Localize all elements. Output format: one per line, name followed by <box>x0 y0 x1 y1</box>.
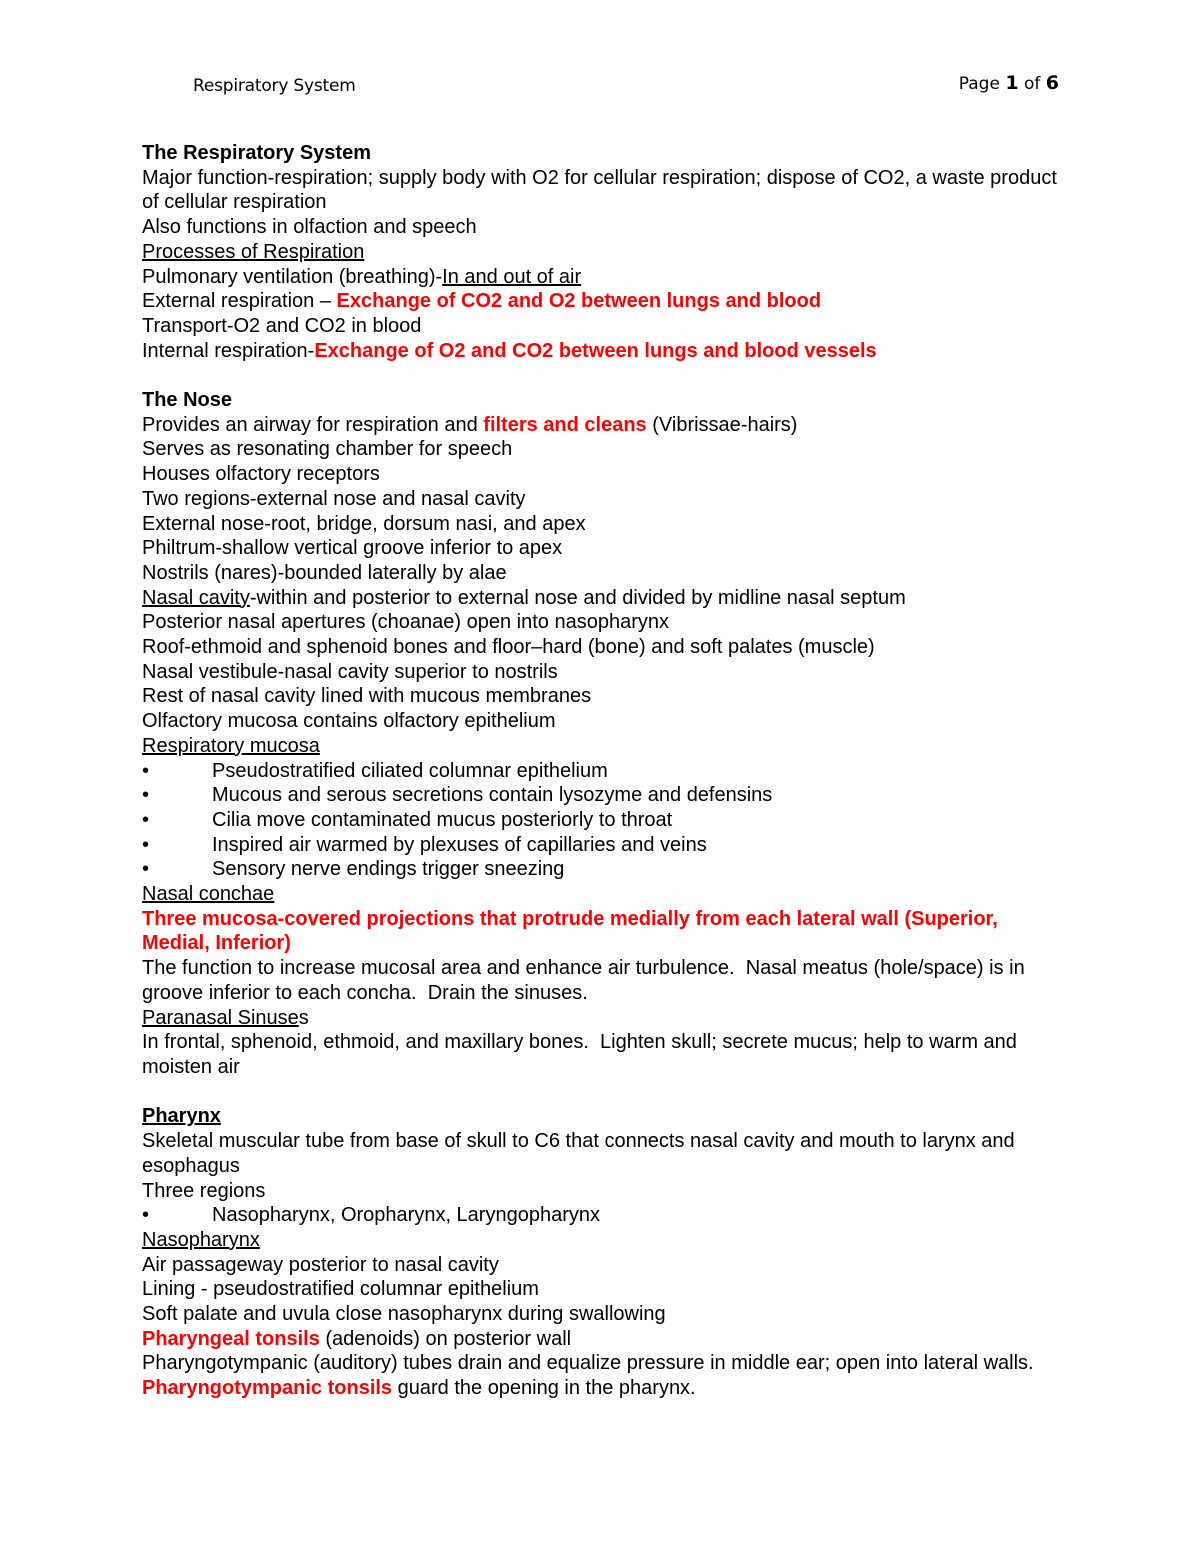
subheading-nasal-conchae: Nasal conchae <box>142 883 275 906</box>
bullet-item <box>142 833 1062 858</box>
paragraph-line: External nose-root, bridge, dorsum nasi, and apex <box>142 512 586 535</box>
paragraph-line: Roof-ethmoid and sphenoid bones and floor–hard (bone) and soft palates (muscle) <box>142 636 875 659</box>
line-text: Pulmonary ventilation (breathing)- <box>142 265 443 288</box>
bullet-text: Pseudostratified ciliated columnar epithelium <box>212 759 608 782</box>
paragraph-line: Soft palate and uvula close nasopharynx during swallowing <box>142 1303 666 1326</box>
document-body <box>142 141 1062 1401</box>
page-number <box>959 72 1059 94</box>
bullet-item <box>142 759 1062 784</box>
bullet-text: Inspired air warmed by plexuses of capillaries and veins <box>212 833 707 856</box>
page-of-label: of <box>1018 74 1046 94</box>
paragraph-line: Lining - pseudostratified columnar epithelium <box>142 1278 539 1301</box>
bullet-text: Cilia move contaminated mucus posteriorly to throat <box>212 808 673 831</box>
paragraph-line <box>142 339 1062 364</box>
bullet-icon: • <box>142 1204 150 1227</box>
blank-line <box>142 363 1062 388</box>
subheading-processes: Processes of Respiration <box>142 240 365 263</box>
paragraph-line <box>142 413 1062 438</box>
bullet-item <box>142 783 1062 808</box>
line-text: External respiration – <box>142 290 337 313</box>
header-title: Respiratory System <box>193 76 356 96</box>
underlined-text: In and out of air <box>442 265 582 288</box>
subheading-respiratory-mucosa: Respiratory mucosa <box>142 734 320 757</box>
paragraph-line: Nostrils (nares)-bounded laterally by alae <box>142 561 507 584</box>
paragraph-line <box>142 1327 1062 1352</box>
bullet-text: Nasopharynx, Oropharynx, Laryngopharynx <box>212 1204 600 1227</box>
highlighted-paragraph: Three mucosa-covered projections that protrude medially from each lateral wall (Superior, Medial, Inferior) <box>142 907 1004 955</box>
highlighted-text: Pharyngeal tonsils <box>142 1327 320 1350</box>
line-text: -within and posterior to external nose and divided by midline nasal septum <box>249 586 906 609</box>
paragraph-line: The function to increase mucosal area and enhance air turbulence. Nasal meatus (hole/space) is in groove inferior to each concha. Drain the sinuses. <box>142 957 1031 1004</box>
paragraph-line: Air passageway posterior to nasal cavity <box>142 1253 499 1276</box>
paragraph-line <box>142 586 1062 611</box>
line-text: (adenoids) on posterior wall <box>319 1327 572 1350</box>
bullet-icon: • <box>142 833 150 856</box>
highlighted-text: filters and cleans <box>483 413 647 436</box>
bullet-item <box>142 857 1062 882</box>
paragraph-line <box>142 265 1062 290</box>
blank-line <box>142 1080 1062 1105</box>
subheading-paranasal-sinuses <box>142 1006 1062 1031</box>
line-text: s <box>298 1006 309 1029</box>
paragraph-line: Nasal vestibule-nasal cavity superior to nostrils <box>142 660 558 683</box>
paragraph-line: Major function-respiration; supply body with O2 for cellular respiration; dispose of CO2, a waste product of cellular respiration <box>142 166 1063 214</box>
paragraph-line: Transport-O2 and CO2 in blood <box>142 314 422 337</box>
line-text: guard the opening in the pharynx. <box>392 1377 696 1400</box>
paragraph-line: Rest of nasal cavity lined with mucous membranes <box>142 685 592 708</box>
paragraph-line: Houses olfactory receptors <box>142 463 380 486</box>
bullet-icon: • <box>142 784 150 807</box>
paragraph-line <box>142 1351 1062 1400</box>
line-text: Internal respiration- <box>142 339 315 362</box>
bullet-icon: • <box>142 858 150 881</box>
line-text: (Vibrissae-hairs) <box>646 413 798 436</box>
current-page: 1 <box>1005 72 1019 94</box>
bullet-text: Sensory nerve endings trigger sneezing <box>212 858 565 881</box>
line-text: Pharyngotympanic (auditory) tubes drain and equalize pressure in middle ear; open into lateral walls. <box>142 1352 1045 1375</box>
paragraph-line: Skeletal muscular tube from base of skull to C6 that connects nasal cavity and mouth to larynx and esophagus <box>142 1130 1021 1177</box>
paragraph-line: Philtrum-shallow vertical groove inferior to apex <box>142 537 563 560</box>
paragraph-line: In frontal, sphenoid, ethmoid, and maxillary bones. Lighten skull; secrete mucus; help to warm and moisten air <box>142 1031 1023 1078</box>
section-heading-nose: The Nose <box>142 389 233 412</box>
bullet-item <box>142 808 1062 833</box>
underlined-text: Paranasal Sinuse <box>142 1006 299 1029</box>
bullet-item <box>142 1203 1062 1228</box>
paragraph-line <box>142 289 1062 314</box>
paragraph-line: Also functions in olfaction and speech <box>142 216 477 239</box>
subheading-nasopharynx: Nasopharynx <box>142 1228 260 1251</box>
total-pages: 6 <box>1045 72 1059 94</box>
paragraph-line: Serves as resonating chamber for speech <box>142 438 513 461</box>
highlighted-text: Exchange of O2 and CO2 between lungs and blood vessels <box>314 339 877 362</box>
paragraph-line: Two regions-external nose and nasal cavity <box>142 487 526 510</box>
paragraph-line: Three regions <box>142 1179 266 1202</box>
bullet-text: Mucous and serous secretions contain lysozyme and defensins <box>212 784 773 807</box>
highlighted-text: Exchange of CO2 and O2 between lungs and blood <box>336 290 822 313</box>
page-label: Page <box>958 74 1006 94</box>
line-text: Provides an airway for respiration and <box>142 413 484 436</box>
highlighted-text: Pharyngotympanic tonsils <box>142 1377 393 1400</box>
bullet-icon: • <box>142 759 150 782</box>
paragraph-line: Olfactory mucosa contains olfactory epithelium <box>142 710 556 733</box>
bullet-icon: • <box>142 808 150 831</box>
paragraph-line: Posterior nasal apertures (choanae) open into nasopharynx <box>142 611 669 634</box>
section-heading-respiratory-system: The Respiratory System <box>142 142 371 164</box>
section-heading-pharynx: Pharynx <box>142 1105 221 1128</box>
underlined-text: Nasal cavity <box>142 586 250 609</box>
page-header <box>193 72 1063 102</box>
